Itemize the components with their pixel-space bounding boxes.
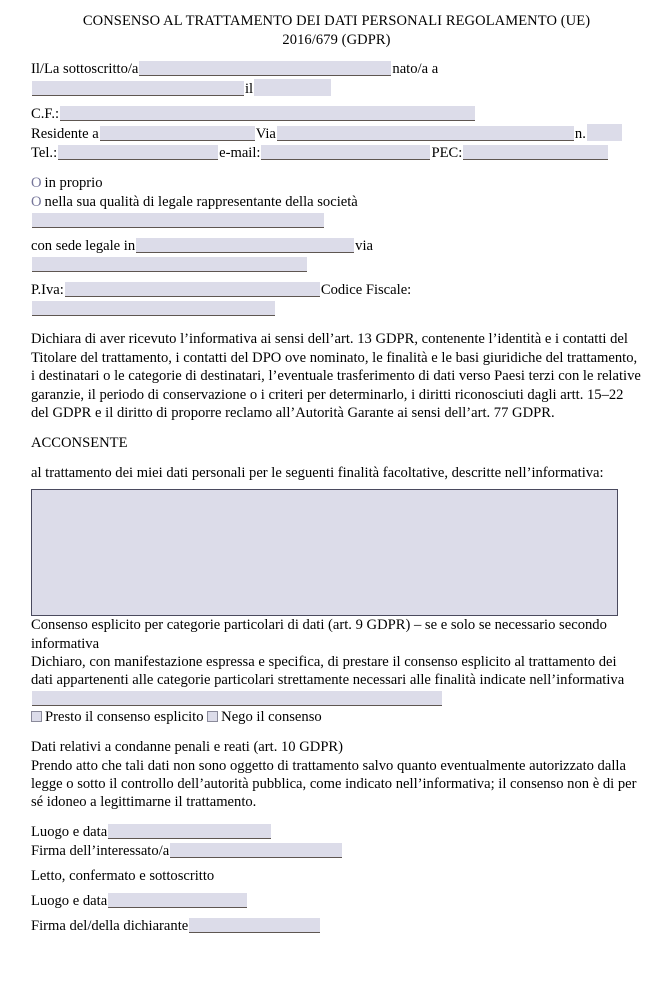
field-row-piva <box>31 281 642 319</box>
checkbox-nego-consenso-label: Nego il consenso <box>221 709 322 726</box>
input-nato-a[interactable] <box>32 81 244 96</box>
consent-intro: al trattamento dei miei dati personali per le seguenti finalità facoltative, descritte nell’informativa: <box>31 464 604 481</box>
option-legale-rappresentante[interactable] <box>31 193 642 212</box>
label-nato-a: nato/a a <box>392 61 439 77</box>
radio-o-icon[interactable]: O <box>31 194 42 210</box>
label-pec: PEC: <box>431 145 463 161</box>
label-codice-fiscale-societa: Codice Fiscale: <box>320 282 412 298</box>
field-row-sottoscritto <box>31 60 642 99</box>
label-luogo-data-1: Luogo e data <box>31 823 108 840</box>
radio-o-icon[interactable]: O <box>31 175 42 191</box>
special-categories-body-text: Dichiaro, con manifestazione espressa e specifica, di prestare il consenso esplicito al trattamento dei dati appartenenti alle categorie particolari strettamente necessari alle finalità indicate nell’informativa <box>31 653 625 689</box>
field-row-luogo-data-2 <box>31 892 642 911</box>
option-legale-rappresentante-label: nella sua qualità di legale rappresentante della società <box>44 194 358 210</box>
input-firma-dichiarante[interactable] <box>189 918 320 933</box>
criminal-data-heading: Dati relativi a condanne penali e reati (art. 10 GDPR) <box>31 739 344 756</box>
input-luogo-data-1[interactable] <box>108 824 271 839</box>
declaration-paragraph: Dichiara di aver ricevuto l’informativa ai sensi dell’art. 13 GDPR, contenente l’identità e i contatti del Titolare del trattamento, i contatti del DPO ove nominato, le finalità e le basi giuridiche del trattamento, i destinatari o le categorie di destinatari, l’eventuale trasferimento di dati verso Paesi terzi con le relative garanzie, il periodo di conservazione o i criteri per determinarlo, i diritti riconosciuti dagli artt. 15–22 del GDPR e il diritto di proporre reclamo all’Autorità Garante ai sensi dell’art. 77 GDPR. <box>31 331 641 422</box>
input-societa[interactable] <box>32 213 324 228</box>
input-sede-legale[interactable] <box>136 238 354 253</box>
field-row-societa <box>31 212 642 231</box>
criminal-data-body: Prendo atto che tali dati non sono oggetto di trattamento salvo quanto eventualmente autorizzato dalla legge o sotto il controllo dell’autorità pubblica, come indicato nell’informativa; il consenso non è di per sé idoneo a legittimarne il trattamento. <box>31 757 637 811</box>
special-categories-heading: Consenso esplicito per categorie particolari di dati (art. 9 GDPR) – se e solo se necessario secondo informativa <box>31 617 607 652</box>
input-piva[interactable] <box>65 282 320 297</box>
input-sottoscritto[interactable] <box>139 61 391 76</box>
input-luogo-data-2[interactable] <box>108 893 247 908</box>
checkbox-presto-consenso-esplicito-label: Presto il consenso esplicito <box>45 709 204 726</box>
label-sottoscritto: Il/La sottoscritto/a <box>31 61 139 77</box>
input-codice-fiscale[interactable] <box>60 106 475 121</box>
field-row-codice-fiscale <box>31 105 642 124</box>
input-data-nascita[interactable] <box>254 79 331 96</box>
page-title-line-1: CONSENSO AL TRATTAMENTO DEI DATI PERSONALI REGOLAMENTO (UE) <box>82 13 591 29</box>
field-row-sede-legale <box>31 237 642 275</box>
field-row-luogo-data-1 <box>31 823 642 842</box>
input-pec[interactable] <box>463 145 608 160</box>
label-numero-civico: n. <box>574 126 586 142</box>
input-special-categories-informativa[interactable] <box>32 691 442 706</box>
label-firma-interessato: Firma dell’interessato/a <box>31 842 170 859</box>
input-email[interactable] <box>261 145 430 160</box>
special-categories-checkbox-row <box>31 708 642 727</box>
input-firma-interessato[interactable] <box>170 843 342 858</box>
option-in-proprio-label: in proprio <box>44 175 103 191</box>
input-via[interactable] <box>277 126 574 141</box>
label-piva: P.Iva: <box>31 282 64 298</box>
field-row-residenza <box>31 124 642 144</box>
label-residente-a: Residente a <box>31 126 99 142</box>
field-row-contatti <box>31 144 642 163</box>
page-title-line-2: 2016/679 (GDPR) <box>282 32 391 48</box>
label-sede-via: via <box>355 238 373 254</box>
consent-heading: ACCONSENTE <box>31 434 128 451</box>
label-il: il <box>245 81 254 97</box>
label-via: Via <box>255 126 276 142</box>
input-codice-fiscale-societa[interactable] <box>32 301 275 316</box>
consent-purposes-textarea[interactable] <box>31 489 618 616</box>
label-firma-dichiarante: Firma del/della dichiarante <box>31 917 189 934</box>
page-title <box>31 12 642 50</box>
label-luogo-data-2: Luogo e data <box>31 892 108 909</box>
field-row-firma-interessato <box>31 842 642 861</box>
label-codice-fiscale: C.F.: <box>31 106 60 122</box>
special-categories-body <box>31 653 642 708</box>
input-sede-via[interactable] <box>32 257 307 272</box>
input-numero-civico[interactable] <box>587 124 622 141</box>
input-residente-a[interactable] <box>100 126 255 141</box>
letto-confermato-text: Letto, confermato e sottoscritto <box>31 867 215 884</box>
label-email: e-mail: <box>219 145 261 161</box>
label-sede-legale: con sede legale in <box>31 238 136 254</box>
option-in-proprio[interactable] <box>31 174 642 193</box>
field-row-firma-dichiarante <box>31 917 642 936</box>
checkbox-presto-consenso-esplicito[interactable] <box>31 711 42 722</box>
checkbox-nego-consenso[interactable] <box>207 711 218 722</box>
label-telefono: Tel.: <box>31 145 58 161</box>
input-telefono[interactable] <box>58 145 218 160</box>
